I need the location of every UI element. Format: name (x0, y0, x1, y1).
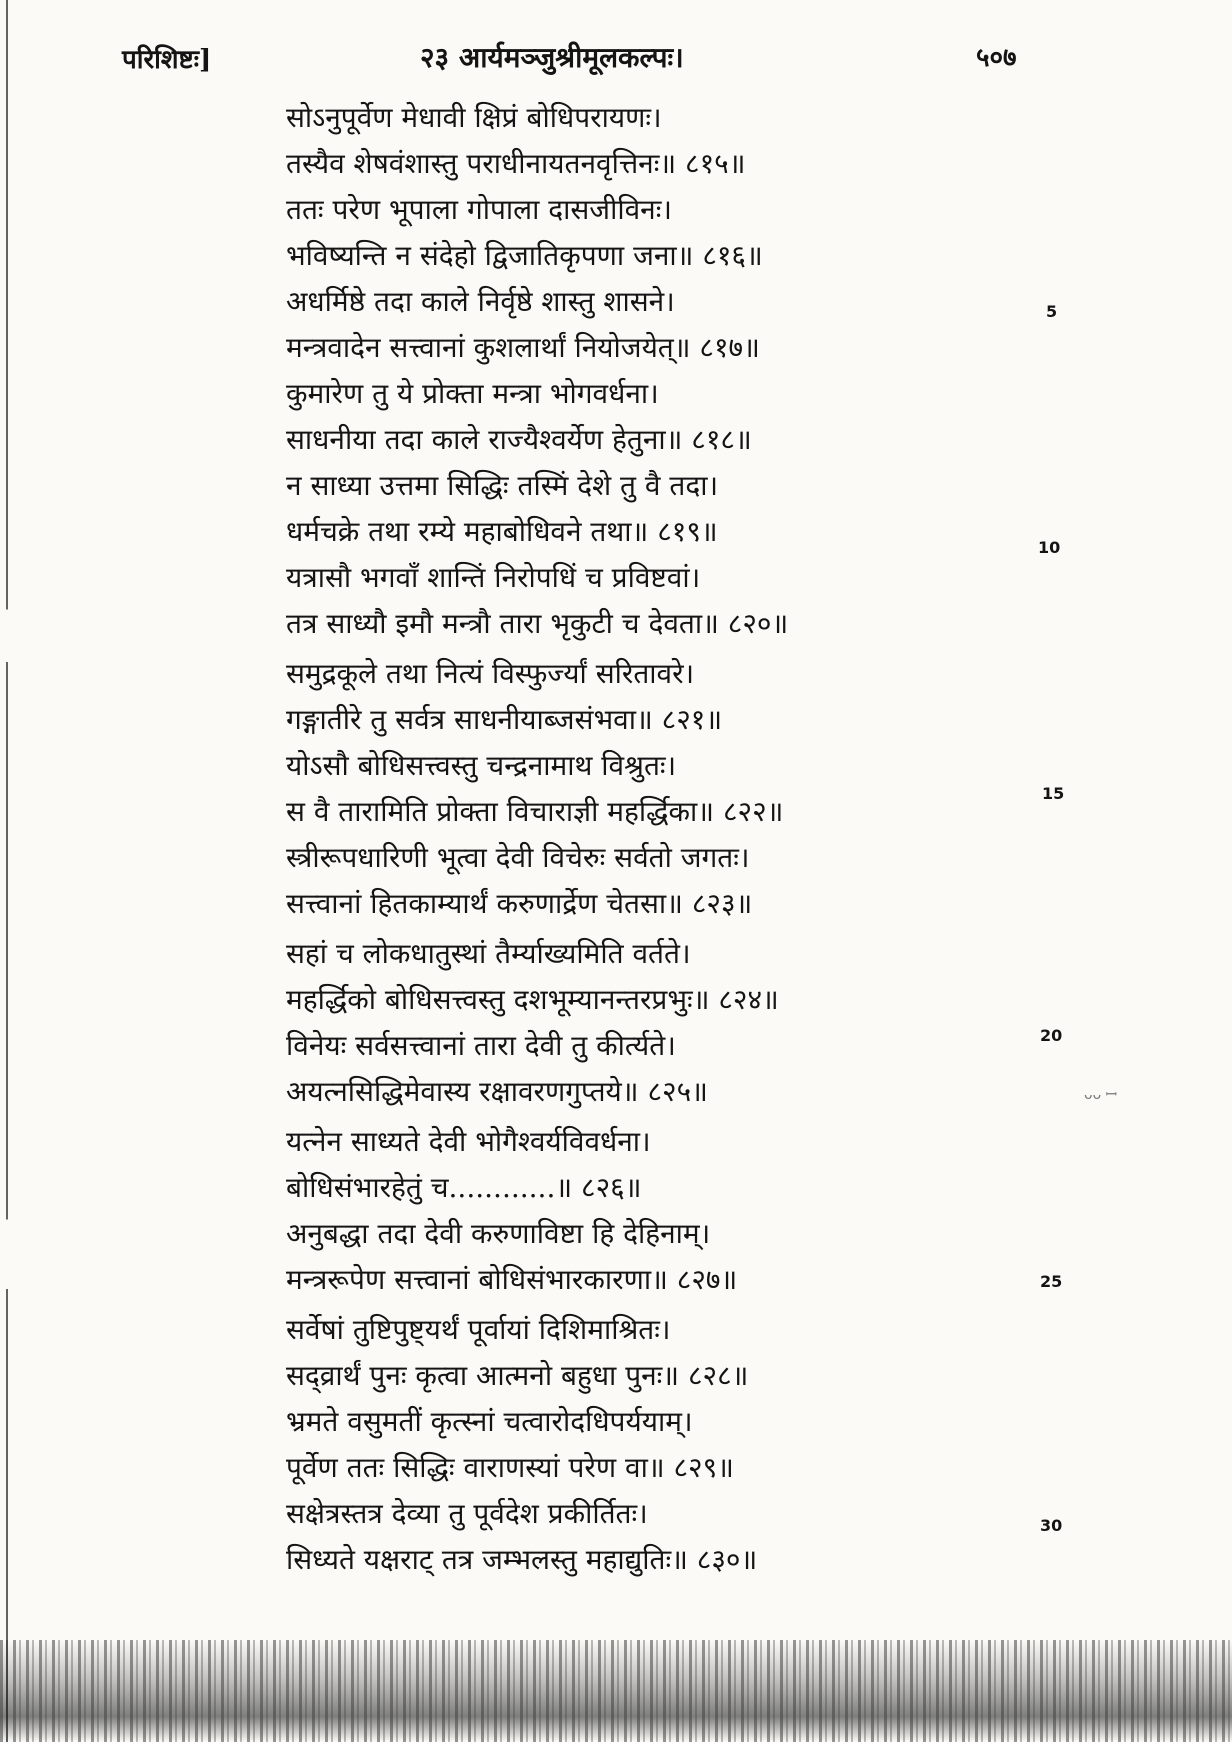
verse-line: पूर्वेण ततः सिद्धिः वाराणस्यां परेण वा॥ ८२९॥ (286, 1451, 734, 1484)
verse-line: तत्र साध्यौ इमौ मन्त्रौ तारा भृकुटी च देवता॥ ८२०॥ (286, 607, 789, 640)
line-number: 20 (1040, 1026, 1063, 1045)
margin-mark: ᴗᴗ ꟷ (1084, 1087, 1117, 1103)
verse-line: सद्व्रार्थं पुनः कृत्वा आत्मनो बहुधा पुनः॥ ८२८॥ (286, 1359, 749, 1392)
verse-line: न साध्या उत्तमा सिद्धिः तस्मिं देशे तु वै तदा। (286, 469, 719, 502)
verse-line: यत्रासौ भगवाँ शान्तिं निरोपधिं च प्रविष्टवां। (286, 561, 701, 594)
verse-line: यत्नेन साध्यते देवी भोगैश्वर्यविवर्धना। (286, 1125, 651, 1158)
verse-line: अधर्मिष्ठे तदा काले निर्वृष्ठे शास्तु शासने। (286, 285, 675, 318)
verse-line: साधनीया तदा काले राज्यैश्वर्येण हेतुना॥ ८१८॥ (286, 423, 752, 456)
verse-line: सक्षेत्रस्तत्र देव्या तु पूर्वदेश प्रकीर्तितः। (286, 1497, 648, 1530)
header-section-label: परिशिष्टः] (122, 45, 212, 75)
verse-line: स वै तारामिति प्रोक्ता विचाराज्ञी महर्द्धिका॥ ८२२॥ (286, 795, 784, 828)
binding-edge-rule (6, 0, 8, 1742)
verse-line: बोधिसंभारहेतुं च............॥ ८२६॥ (286, 1171, 642, 1204)
line-number: 15 (1042, 784, 1065, 803)
verse-line: योऽसौ बोधिसत्त्वस्तु चन्द्रनामाथ विश्रुतः। (286, 749, 677, 782)
verse-line: भ्रमते वसुमतीं कृत्स्नां चत्वारोदधिपर्ययाम्। (286, 1405, 693, 1438)
verse-line: तस्यैव शेषवंशास्तु पराधीनायतनवृत्तिनः॥ ८१५॥ (286, 147, 746, 180)
verse-line: मन्त्रवादेन सत्त्वानां कुशलार्थां नियोजयेत्॥ ८१७॥ (286, 331, 760, 364)
verse-line: विनेयः सर्वसत्त्वानां तारा देवी तु कीर्त्यते। (286, 1029, 676, 1062)
page-number: ५०७ (976, 43, 1017, 73)
verse-line: भविष्यन्ति न संदेहो द्विजातिकृपणा जना॥ ८१६॥ (286, 239, 763, 272)
verse-line: महर्द्धिको बोधिसत्त्वस्तु दशभूम्यानन्तरप्रभुः॥ ८२४॥ (286, 983, 779, 1016)
verse-line: ततः परेण भूपाला गोपाला दासजीविनः। (286, 193, 672, 226)
verse-line: स्त्रीरूपधारिणी भूत्वा देवी विचेरुः सर्वतो जगतः। (286, 841, 750, 874)
verse-line: सहां च लोकधातुस्थां तैर्म्याख्यमिति वर्तते। (286, 937, 691, 970)
verse-line: अनुबद्धा तदा देवी करुणाविष्टा हि देहिनाम्। (286, 1217, 711, 1250)
verse-line: सर्वेषां तुष्टिपुष्ट्यर्थं पूर्वायां दिशिमाश्रितः। (286, 1313, 671, 1346)
verse-line: अयत्नसिद्धिमेवास्य रक्षावरणगुप्तये॥ ८२५॥ (286, 1075, 708, 1108)
page-header (0, 30, 1232, 90)
verse-line: सत्त्वानां हितकाम्यार्थं करुणार्द्रेण चेतसा॥ ८२३॥ (286, 887, 753, 920)
verse-line: सोऽनुपूर्वेण मेधावी क्षिप्रं बोधिपरायणः। (286, 101, 662, 134)
line-number: 10 (1038, 538, 1061, 557)
page-title: २३ आर्यमञ्जुश्रीमूलकल्पः। (420, 41, 684, 74)
line-number: 25 (1040, 1272, 1063, 1291)
verse-line: गङ्गातीरे तु सर्वत्र साधनीयाब्जसंभवा॥ ८२१॥ (286, 703, 723, 736)
line-number: 5 (1046, 302, 1058, 321)
line-number: 30 (1040, 1516, 1063, 1535)
scan-noise-band (0, 1640, 1232, 1742)
verse-line: मन्त्ररूपेण सत्त्वानां बोधिसंभारकारणा॥ ८२७॥ (286, 1263, 738, 1296)
verse-line: धर्मचक्रे तथा रम्ये महाबोधिवने तथा॥ ८१९॥ (286, 515, 718, 548)
verse-line: समुद्रकूले तथा नित्यं विस्फुर्ज्यां सरितावरे। (286, 657, 695, 690)
verse-line: सिध्यते यक्षराट् तत्र जम्भलस्तु महाद्युतिः॥ ८३०॥ (286, 1543, 758, 1576)
verse-line: कुमारेण तु ये प्रोक्ता मन्त्रा भोगवर्धना। (286, 377, 659, 410)
